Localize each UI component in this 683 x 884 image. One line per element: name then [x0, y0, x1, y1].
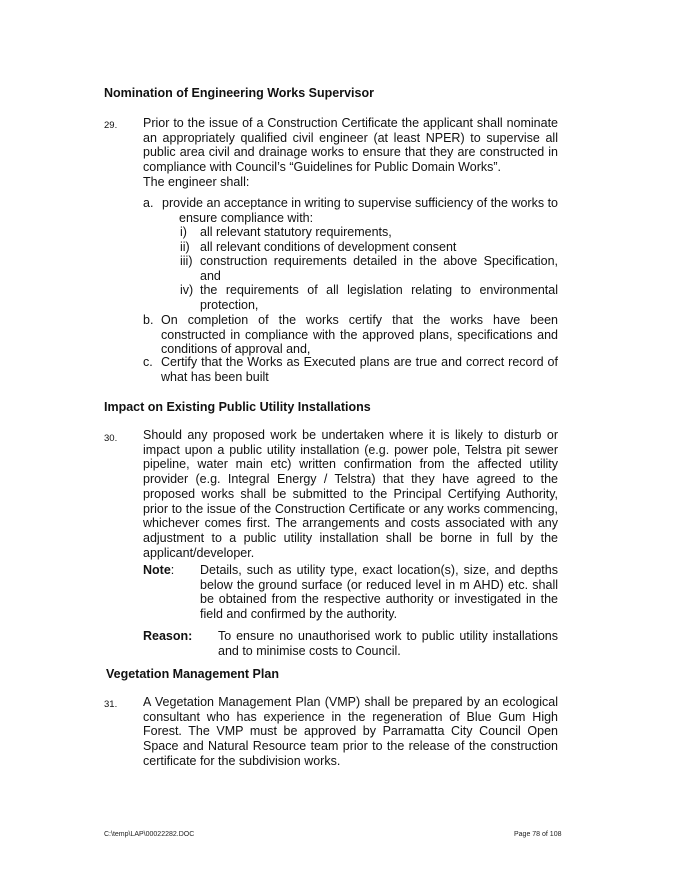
sub-list-item-text: the requirements of all legislation relating to environmental protection,	[200, 283, 558, 312]
footer-page-number: Page 78 of 108	[514, 831, 562, 838]
condition-number: 31.	[104, 699, 118, 710]
condition-text-2: The engineer shall:	[143, 174, 250, 189]
condition-body	[143, 116, 558, 190]
sub-list-marker: iii)	[180, 254, 193, 268]
reason-text: To ensure no unauthorised work to public utility installations and to minimise costs to Council.	[218, 629, 558, 658]
sub-list-item-text: construction requirements detailed in the above Specification, and	[200, 254, 558, 283]
sub-list-marker: i)	[180, 225, 187, 239]
list-item-text: Certify that the Works as Executed plans are true and correct record of what has been built	[161, 355, 558, 384]
condition-number: 29.	[104, 120, 118, 131]
section-heading-public-utility: Impact on Existing Public Utility Installations	[104, 400, 371, 414]
list-item	[143, 355, 558, 384]
note-label-text: Note	[143, 563, 171, 577]
list-marker: b.	[143, 313, 154, 327]
sub-list-item-text: all relevant statutory requirements,	[200, 225, 392, 239]
list-item-text: On completion of the works certify that the works have been constructed in compliance with the approved plans, specifications and conditions of approval and,	[161, 313, 558, 357]
condition-body	[143, 695, 558, 769]
reason-label: Reason:	[143, 629, 193, 643]
list-item	[143, 313, 558, 357]
footer-file-path: C:\temp\LAP\00022282.DOC	[104, 831, 195, 838]
sub-list-marker: ii)	[180, 240, 190, 254]
list-item	[143, 196, 558, 225]
condition-body	[143, 428, 558, 560]
sub-list-item-text: all relevant conditions of development consent	[200, 240, 457, 254]
list-marker: c.	[143, 355, 153, 369]
section-heading-engineering-supervisor: Nomination of Engineering Works Supervisor	[104, 86, 374, 100]
sub-list-item	[180, 283, 558, 312]
condition-number: 30.	[104, 433, 118, 444]
sub-list-item	[180, 240, 558, 255]
note-text: Details, such as utility type, exact location(s), size, and depths below the ground surface (or reduced level in m AHD) etc. shall be obtained from the respective authority or investigated in the field and confirmed by the authority.	[200, 563, 558, 622]
sub-list-item	[180, 254, 558, 283]
sub-list-marker: iv)	[180, 283, 194, 297]
condition-text: Should any proposed work be undertaken where it is likely to disturb or impact upon a public utility installation (e.g. power pole, Telstra pit sewer pipeline, water main etc) written confirmation from the affected utility provider (e.g. Integral Energy / Telstra) that they have agreed to the proposed works shall be submitted to the Principal Certifying Authority, prior to the issue of the Construction Certificate or any works commencing, whichever comes first. The arrangements and costs associated with any adjustment to a public utility installation shall be borne in full by the applicant/developer.	[143, 428, 558, 560]
list-item-text: provide an acceptance in writing to supervise sufficiency of the works to ensure compliance with:	[162, 196, 558, 225]
note-label	[143, 563, 174, 578]
sub-list-item	[180, 225, 558, 240]
list-marker: a.	[143, 196, 154, 210]
section-heading-vegetation: Vegetation Management Plan	[106, 667, 279, 681]
condition-text: Prior to the issue of a Construction Certificate the applicant shall nominate an appropriately qualified civil engineer (at least NPER) to supervise all public area civil and drainage works to ensure that they are constructed in compliance with Council’s “Guidelines for Public Domain Works”.	[143, 116, 558, 175]
note-colon: :	[170, 563, 175, 577]
condition-text: A Vegetation Management Plan (VMP) shall be prepared by an ecological consultant who has experience in the regeneration of Blue Gum High Forest. The VMP must be approved by Parramatta City Council Open Space and Natural Resource team prior to the release of the construction certificate for the subdivision works.	[143, 695, 558, 768]
